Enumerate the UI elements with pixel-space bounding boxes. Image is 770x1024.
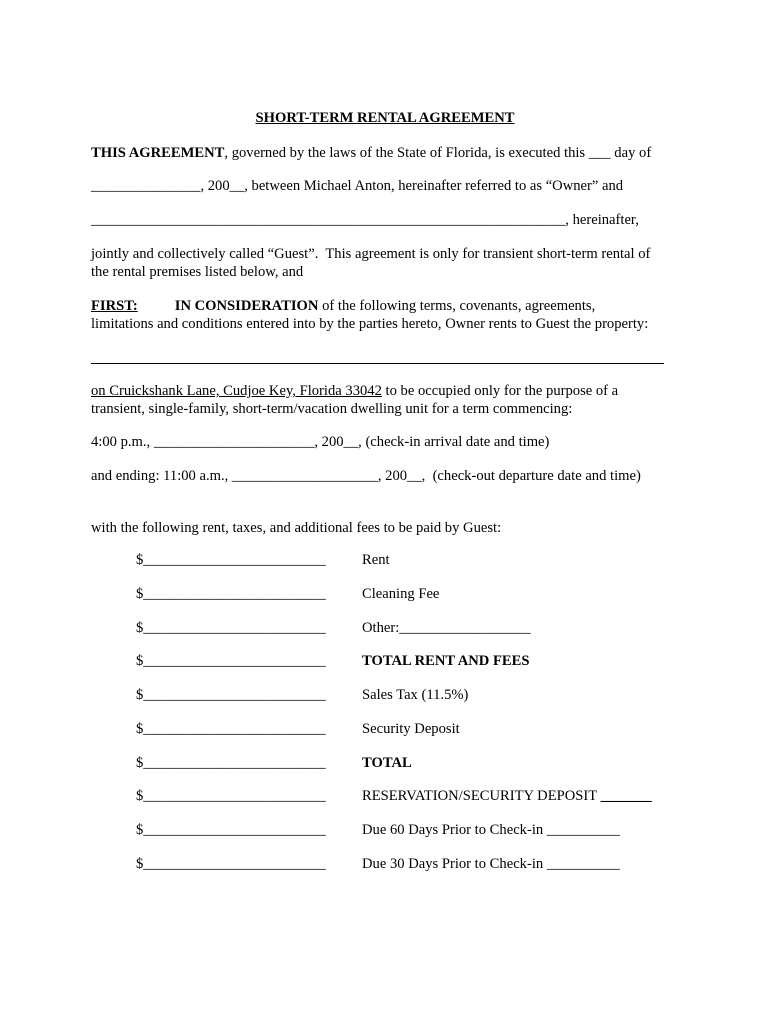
first-label <box>91 298 138 314</box>
fee-label: Sales Tax (11.5%) <box>362 687 469 703</box>
reservation-deposit-blank[interactable]: _______ <box>600 788 652 804</box>
property-line-2: transient, single-family, short-term/vacation dwelling unit for a term commencing: <box>91 401 573 417</box>
fee-amount-field[interactable]: $_________________________ <box>136 788 326 804</box>
fee-label-text: RESERVATION/SECURITY DEPOSIT <box>362 788 601 804</box>
document-title <box>0 110 770 127</box>
fee-label: Cleaning Fee <box>362 586 440 602</box>
first-clause-line-2: limitations and conditions entered into by the parties hereto, Owner rents to Guest the property: <box>91 316 649 332</box>
property-address: on Cruickshank Lane, Cudjoe Key, Florida 33042 <box>91 383 382 399</box>
fee-label: TOTAL RENT AND FEES <box>362 653 530 669</box>
checkout-line: and ending: 11:00 a.m., ____________________, 200__, (check-out departure date and time) <box>91 468 641 484</box>
agreement-line-1 <box>91 144 651 162</box>
agreement-line-3: _________________________________________________________________, hereinafter, <box>91 212 639 228</box>
fee-label-with-blank <box>362 788 652 805</box>
fee-amount-field[interactable]: $_________________________ <box>136 552 326 568</box>
fee-label: Other:__________________ <box>362 620 531 636</box>
first-label-text: FIRST: <box>91 298 138 314</box>
in-consideration-bold: IN CONSIDERATION <box>174 298 319 314</box>
agreement-line-1-rest: , governed by the laws of the State of Florida, is executed this ___ day of <box>224 145 652 161</box>
fee-amount-field[interactable]: $_________________________ <box>136 822 326 838</box>
fee-amount-field[interactable]: $_________________________ <box>136 755 326 771</box>
agreement-line-5: the rental premises listed below, and <box>91 264 304 280</box>
first-clause-line-1 <box>91 297 595 315</box>
fee-amount-field[interactable]: $_________________________ <box>136 687 326 703</box>
fee-amount-field[interactable]: $_________________________ <box>136 620 326 636</box>
fee-label: Rent <box>362 552 390 568</box>
document-title-text: SHORT-TERM RENTAL AGREEMENT <box>255 110 515 126</box>
first-clause-line-1-rest: of the following terms, covenants, agreements, <box>318 298 596 314</box>
property-line-1-rest: to be occupied only for the purpose of a <box>381 383 619 399</box>
fee-label: Due 60 Days Prior to Check-in __________ <box>362 822 620 838</box>
this-agreement-bold: THIS AGREEMENT <box>91 145 225 161</box>
checkin-line: 4:00 p.m., ______________________, 200__, (check-in arrival date and time) <box>91 434 550 450</box>
agreement-line-4: jointly and collectively called “Guest”. This agreement is only for transient short-term rental of <box>91 246 651 262</box>
fee-amount-field[interactable]: $_________________________ <box>136 586 326 602</box>
property-blank-line[interactable] <box>91 363 664 364</box>
fee-amount-field[interactable]: $_________________________ <box>136 856 326 872</box>
property-line-1 <box>91 382 618 400</box>
fee-label: Security Deposit <box>362 721 460 737</box>
fee-label: TOTAL <box>362 755 412 771</box>
agreement-line-2: _______________, 200__, between Michael Anton, hereinafter referred to as “Owner” and <box>91 178 624 194</box>
fee-amount-field[interactable]: $_________________________ <box>136 653 326 669</box>
fee-label: Due 30 Days Prior to Check-in __________ <box>362 856 620 872</box>
fees-intro: with the following rent, taxes, and additional fees to be paid by Guest: <box>91 520 502 536</box>
fee-amount-field[interactable]: $_________________________ <box>136 721 326 737</box>
